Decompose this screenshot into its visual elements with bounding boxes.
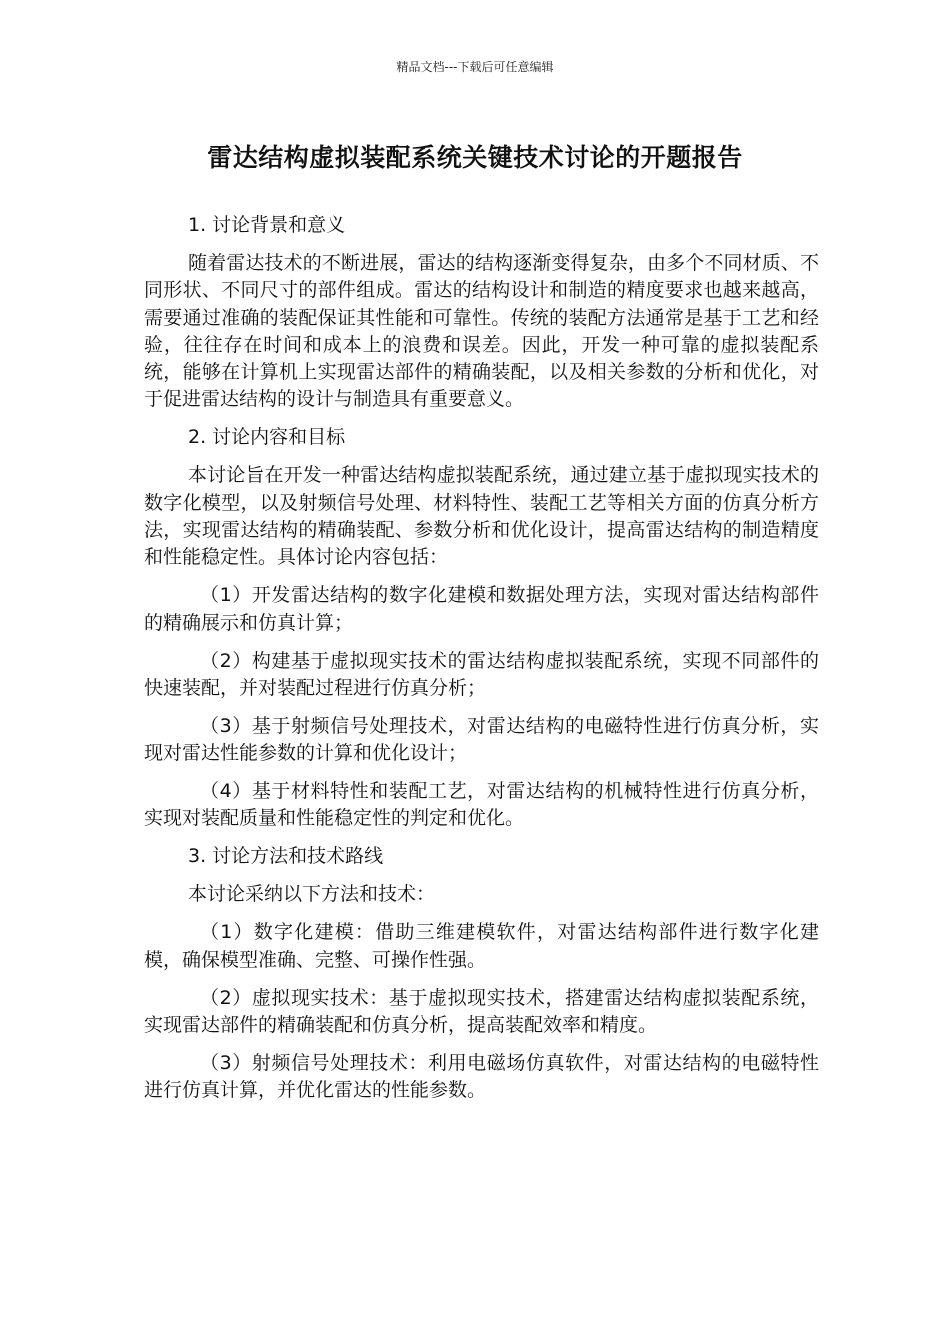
list-item: （2）构建基于虚拟现实技术的雷达结构虚拟装配系统，实现不同部件的快速装配，并对装配过程进行仿真分析；	[144, 649, 819, 699]
list-item: （1）开发雷达结构的数字化建模和数据处理方法，实现对雷达结构部件的精确展示和仿真计算；	[144, 584, 819, 634]
header-note: 精品文档---下载后可任意编辑	[396, 60, 554, 74]
document-body	[144, 212, 819, 1115]
list-item: （3）射频信号处理技术：利用电磁场仿真软件，对雷达结构的电磁特性进行仿真计算，并优化雷达的性能参数。	[144, 1051, 819, 1102]
document-title: 雷达结构虚拟装配系统关键技术讨论的开题报告	[207, 143, 743, 172]
section-heading-methods: 3. 讨论方法和技术路线	[188, 845, 384, 868]
list-item: （1）数字化建模：借助三维建模软件，对雷达结构部件进行数字化建模，确保模型准确、完整、可操作性强。	[144, 921, 819, 971]
list-item: （2）虚拟现实技术：基于虚拟现实技术，搭建雷达结构虚拟装配系统，实现雷达部件的精确装配和仿真分析，提高装配效率和精度。	[144, 986, 819, 1036]
section-heading-background: 1. 讨论背景和意义	[188, 214, 346, 236]
list-item: （3）基于射频信号处理技术，对雷达结构的电磁特性进行仿真分析，实现对雷达性能参数的计算和优化设计；	[144, 714, 819, 765]
section-heading-content-goals: 2. 讨论内容和目标	[188, 426, 346, 449]
list-item: （4）基于材料特性和装配工艺，对雷达结构的机械特性进行仿真分析，实现对装配质量和性能稳定性的判定和优化。	[144, 780, 819, 830]
paragraph-content-goals: 本讨论旨在开发一种雷达结构虚拟装配系统，通过建立基于虚拟现实技术的数字化模型，以及射频信号处理、材料特性、装配工艺等相关方面的仿真分析方法，实现雷达结构的精确装配、参数分析和优化设计，提高雷达结构的制造精度和性能稳定性。具体讨论内容包括：	[144, 464, 819, 569]
paragraph-background: 随着雷达技术的不断进展，雷达的结构逐渐变得复杂，由多个不同材质、不同形状、不同尺寸的部件组成。雷达的结构设计和制造的精度要求也越来越高，需要通过准确的装配保证其性能和可靠性。传统的装配方法通常是基于工艺和经验，往往存在时间和成本上的浪费和误差。因此，开发一种可靠的虚拟装配系统，能够在计算机上实现雷达部件的精确装配，以及相关参数的分析和优化，对于促进雷达结构的设计与制造具有重要意义。	[144, 251, 819, 411]
paragraph-methods: 本讨论采纳以下方法和技术：	[188, 883, 436, 906]
